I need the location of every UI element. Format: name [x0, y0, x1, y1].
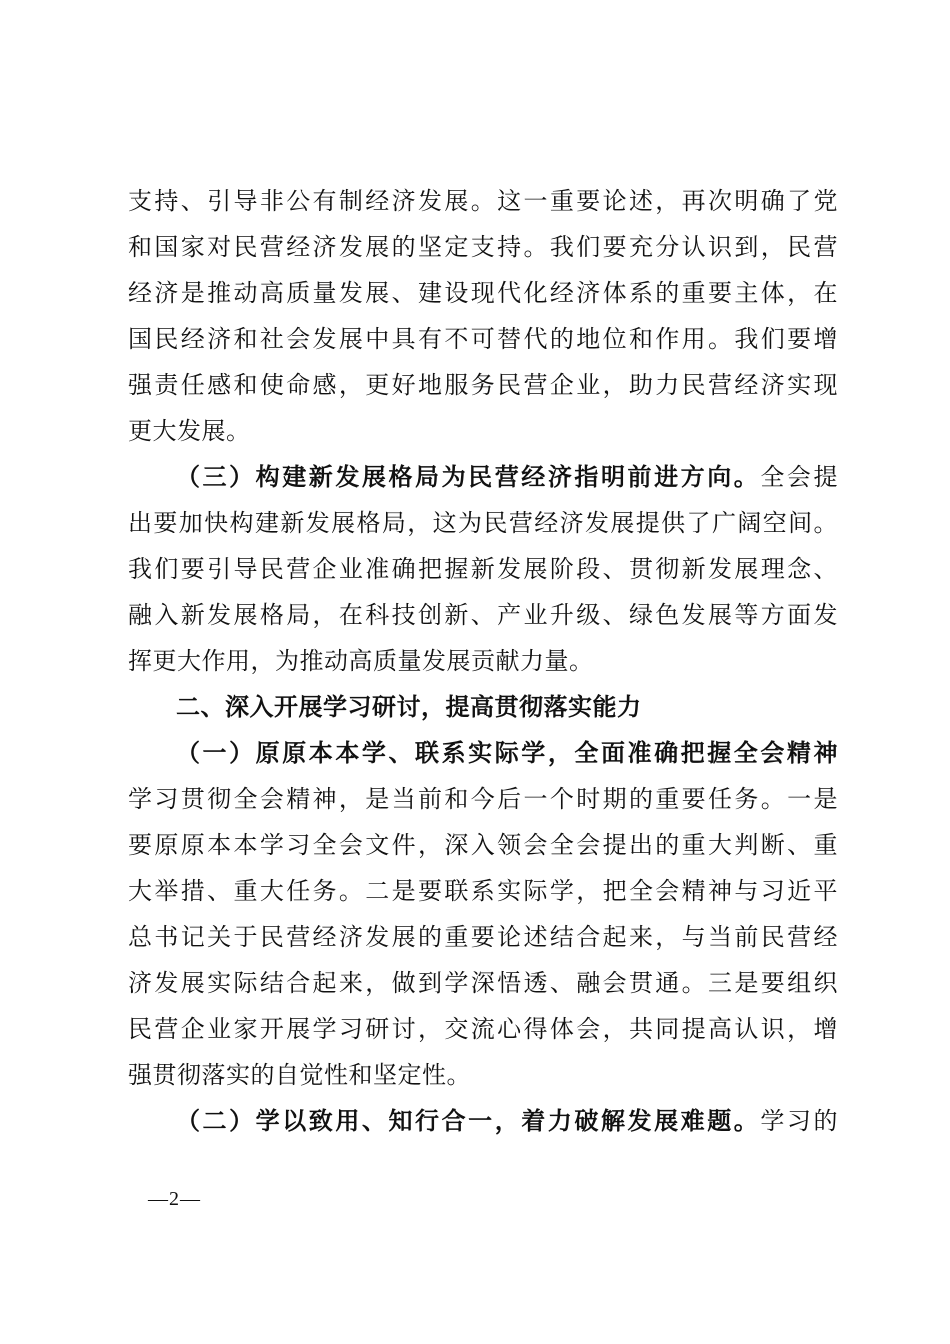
paragraph-line: 更大发展。 [128, 417, 251, 445]
subsection-lead: （二）学以致用、知行合一，着力破解发展难题。 [176, 1106, 761, 1135]
paragraph-line-first [128, 1098, 838, 1144]
paragraph-line: 国民经济和社会发展中具有不可替代的地位和作用。我们要增 [128, 325, 838, 353]
paragraph-line: 挥更大作用，为推动高质量发展贡献力量。 [128, 647, 594, 675]
paragraph-line: 我们要引导民营企业准确把握新发展阶段、贯彻新发展理念、 [128, 555, 838, 583]
paragraph-line: 总书记关于民营经济发展的重要论述结合起来，与当前民营经 [128, 923, 838, 951]
paragraph-line: 民营企业家开展学习研讨，交流心得体会，共同提高认识，增 [128, 1015, 838, 1043]
section-heading: 二、深入开展学习研讨，提高贯彻落实能力 [176, 692, 642, 721]
paragraph-text: 学习的 [760, 1107, 838, 1135]
paragraph-line: 融入新发展格局，在科技创新、产业升级、绿色发展等方面发 [128, 601, 838, 629]
document-body [128, 178, 838, 1144]
paragraph-line: 经济是推动高质量发展、建设现代化经济体系的重要主体，在 [128, 279, 838, 307]
subsection-lead: （一）原原本本学、联系实际学，全面准确把握全会精神 [176, 738, 838, 767]
paragraph-line: 出要加快构建新发展格局，这为民营经济发展提供了广阔空间。 [128, 509, 838, 537]
paragraph-line: 大举措、重大任务。二是要联系实际学，把全会精神与习近平 [128, 877, 838, 905]
subsection-lead: （三）构建新发展格局为民营经济指明前进方向。 [176, 462, 761, 491]
paragraph-line: 强责任感和使命感，更好地服务民营企业，助力民营经济实现 [128, 371, 838, 399]
paragraph-text: 全会提 [760, 463, 838, 491]
paragraph-line: 强贯彻落实的自觉性和坚定性。 [128, 1061, 471, 1089]
page-number: —2— [148, 1188, 201, 1210]
paragraph-line: 支持、引导非公有制经济发展。这一重要论述，再次明确了党 [128, 187, 838, 215]
paragraph-line: 和国家对民营经济发展的坚定支持。我们要充分认识到，民营 [128, 233, 838, 261]
paragraph-line: 要原原本本学习全会文件，深入领会全会提出的重大判断、重 [128, 831, 838, 859]
paragraph-line: 济发展实际结合起来，做到学深悟透、融会贯通。三是要组织 [128, 969, 838, 997]
paragraph-line: 学习贯彻全会精神，是当前和今后一个时期的重要任务。一是 [128, 785, 838, 813]
paragraph-line-first [128, 454, 838, 500]
